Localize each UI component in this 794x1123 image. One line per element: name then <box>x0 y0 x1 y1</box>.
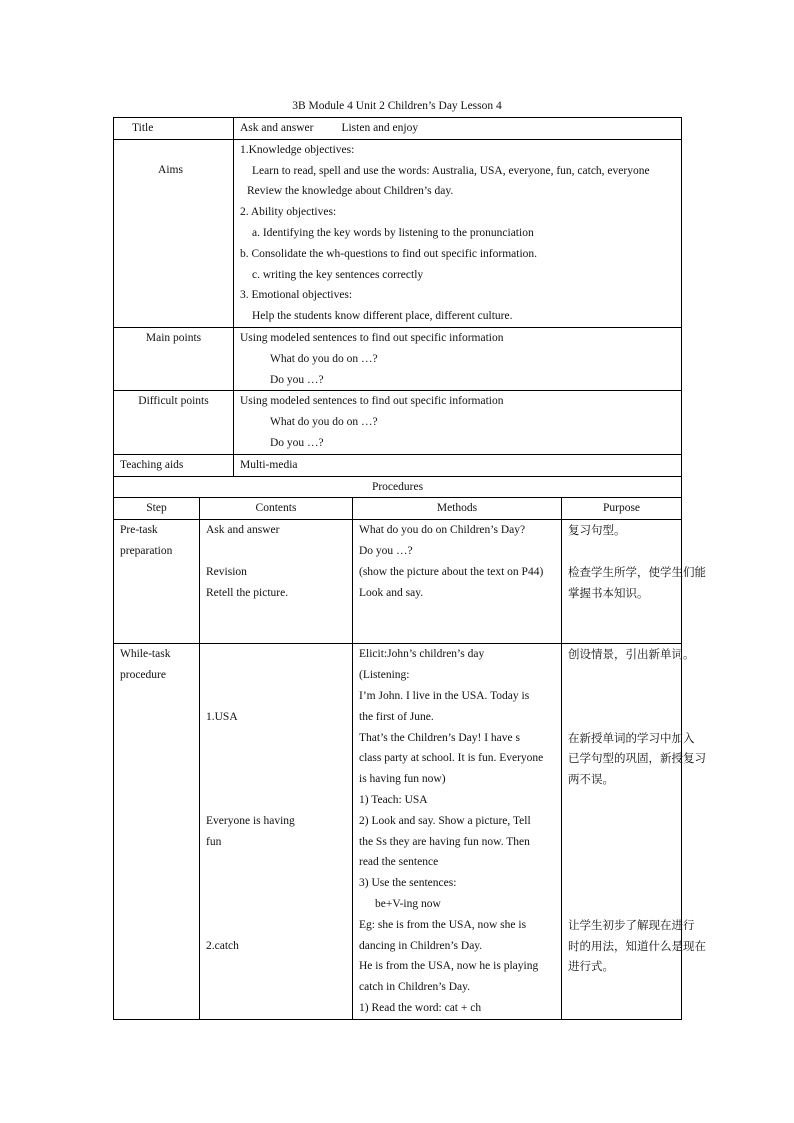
procedures-row <box>114 476 682 498</box>
main-points-line: Using modeled sentences to find out specific information <box>240 331 504 344</box>
aims-line: c. writing the key sentences correctly <box>252 268 424 281</box>
methods-line: is having fun now) <box>359 773 446 786</box>
aims-line: a. Identifying the key words by listening to the pronunciation <box>252 226 534 239</box>
header-purpose: Purpose <box>562 498 682 520</box>
aims-line: Learn to read, spell and use the words: Australia, USA, everyone, fun, catch, everyone <box>252 164 650 177</box>
methods-line: He is from the USA, now he is playing <box>359 960 539 973</box>
methods-line: That’s the Children’s Day! I have s <box>359 731 520 744</box>
methods-line: dancing in Children’s Day. <box>359 939 483 952</box>
difficult-points-content <box>234 391 682 454</box>
methods-line: (show the picture about the text on P44) <box>359 565 544 578</box>
aims-line: Review the knowledge about Children’s day. <box>247 185 454 198</box>
main-points-line: What do you do on …? <box>270 352 378 365</box>
main-points-label <box>114 327 234 390</box>
difficult-points-line: Using modeled sentences to find out specific information <box>240 395 504 408</box>
purpose-line: 复习句型。 <box>568 523 626 538</box>
document-title: 3B Module 4 Unit 2 Children’s Day Lesson 4 <box>292 100 502 112</box>
pre-task-contents <box>200 520 353 644</box>
methods-line: catch in Children’s Day. <box>359 981 471 994</box>
purpose-line: 让学生初步了解现在进行 <box>568 917 695 932</box>
header-methods: Methods <box>353 498 562 520</box>
while-task-contents <box>200 644 353 1019</box>
difficult-points-line: What do you do on …? <box>270 416 378 429</box>
methods-line: be+V-ing now <box>375 897 441 910</box>
contents-line: Ask and answer <box>206 524 280 537</box>
contents-line: Everyone is having <box>206 814 295 827</box>
teaching-aids-label <box>114 454 234 476</box>
purpose-line: 在新授单词的学习中加入 <box>568 730 695 745</box>
title-row <box>114 118 682 140</box>
aims-line: b. Consolidate the wh-questions to find out specific information. <box>240 247 538 260</box>
methods-line: 1) Teach: USA <box>359 793 428 806</box>
teaching-aids-value <box>234 454 682 476</box>
pre-task-step <box>114 520 200 644</box>
purpose-line: 进行式。 <box>568 959 614 974</box>
aims-label <box>114 139 234 327</box>
methods-line: Elicit:John’s children’s day <box>359 648 485 661</box>
methods-line: read the sentence <box>359 856 439 869</box>
step-line: Pre-task <box>120 524 158 537</box>
step-line: While-task <box>120 648 171 661</box>
title-value <box>234 118 682 140</box>
title-value-a: Ask and answer <box>240 122 314 134</box>
while-task-row <box>114 644 682 1019</box>
pre-task-row <box>114 520 682 644</box>
purpose-line: 掌握书本知识。 <box>568 585 649 600</box>
purpose-line: 已学句型的巩固，新授复习 <box>568 751 706 766</box>
header-contents: Contents <box>200 498 353 520</box>
purpose-line: 时的用法，知道什么是现在 <box>568 938 706 953</box>
teaching-aids-label-text: Teaching aids <box>120 458 184 471</box>
teaching-aids-row <box>114 454 682 476</box>
difficult-points-label-text: Difficult points <box>138 395 209 408</box>
aims-line: 1.Knowledge objectives: <box>240 143 355 156</box>
procedure-header-row <box>114 498 682 520</box>
aims-line: 2. Ability objectives: <box>240 206 337 219</box>
pre-task-purpose <box>562 520 706 644</box>
while-task-methods <box>353 644 562 1019</box>
contents-line: Retell the picture. <box>206 586 289 599</box>
teaching-aids-value-text: Multi-media <box>240 458 298 471</box>
methods-line: Eg: she is from the USA, now she is <box>359 918 527 931</box>
main-points-content <box>234 327 682 390</box>
pre-task-methods <box>353 520 562 644</box>
aims-line: 3. Emotional objectives: <box>240 289 353 302</box>
header-step: Step <box>114 498 200 520</box>
lesson-plan-table <box>113 117 706 1020</box>
methods-line: I’m John. I live in the USA. Today is <box>359 689 530 702</box>
methods-line: 2) Look and say. Show a picture, Tell <box>359 814 531 827</box>
methods-line: the Ss they are having fun now. Then <box>359 835 530 848</box>
difficult-points-label <box>114 391 234 454</box>
procedures-label <box>114 476 682 498</box>
main-points-row <box>114 327 682 390</box>
methods-line: the first of June. <box>359 710 434 723</box>
methods-line: 1) Read the word: cat + ch <box>359 1001 482 1014</box>
title-value-b: Listen and enjoy <box>341 122 419 134</box>
step-line: preparation <box>120 545 173 558</box>
methods-line: (Listening: <box>359 669 410 682</box>
purpose-line: 两不误。 <box>568 772 614 787</box>
contents-line: 2.catch <box>206 939 239 952</box>
contents-line: fun <box>206 835 222 848</box>
procedures-label-text: Procedures <box>371 480 424 493</box>
aims-label-text: Aims <box>158 163 183 176</box>
purpose-line: 检查学生所学，使学生们能 <box>568 564 706 579</box>
contents-line: Revision <box>206 565 247 578</box>
main-points-label-text: Main points <box>145 331 202 344</box>
aims-line: Help the students know different place, different culture. <box>252 310 513 323</box>
step-line: procedure <box>120 669 166 682</box>
methods-line: 3) Use the sentences: <box>359 877 457 890</box>
methods-line: What do you do on Children’s Day? <box>359 524 526 537</box>
aims-content <box>234 139 682 327</box>
contents-line: 1.USA <box>206 710 238 723</box>
while-task-purpose <box>562 644 706 1019</box>
purpose-line: 创设情景，引出新单词。 <box>568 647 695 662</box>
title-label-text: Title <box>132 122 154 134</box>
methods-line: class party at school. It is fun. Everyone <box>359 752 544 765</box>
methods-line: Do you …? <box>359 545 413 558</box>
title-label <box>114 118 234 140</box>
difficult-points-row <box>114 391 682 454</box>
while-task-step <box>114 644 200 1019</box>
difficult-points-line: Do you …? <box>270 436 324 449</box>
main-points-line: Do you …? <box>270 373 324 386</box>
aims-row <box>114 139 682 327</box>
methods-line: Look and say. <box>359 586 424 599</box>
